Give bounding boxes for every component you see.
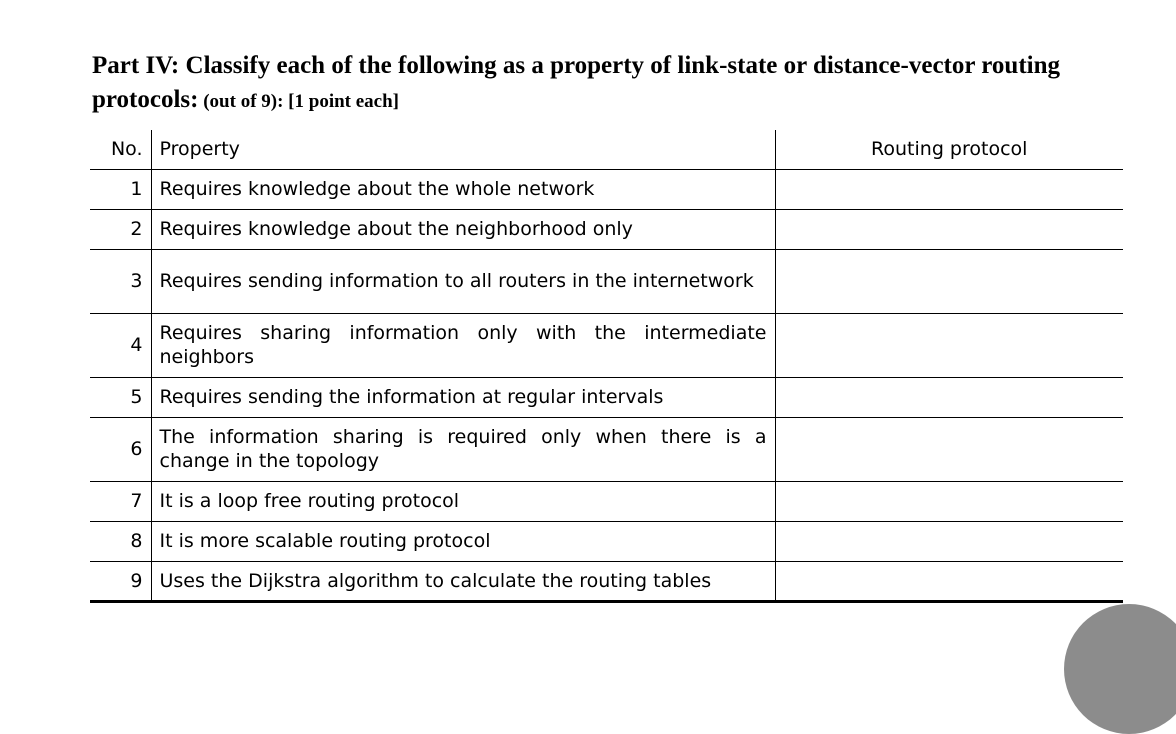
row-number: 1 [90, 169, 151, 209]
row-number: 9 [90, 561, 151, 601]
row-number: 8 [90, 521, 151, 561]
row-number: 6 [90, 417, 151, 481]
row-answer-cell[interactable] [775, 209, 1123, 249]
table-row [90, 521, 1123, 561]
row-property: Requires knowledge about the neighborhood only [151, 209, 775, 249]
row-number: 7 [90, 481, 151, 521]
table-row [90, 561, 1123, 601]
row-property: The information sharing is required only when there is a change in the topology [151, 417, 775, 481]
part-label: Part IV: [92, 52, 186, 79]
row-number: 2 [90, 209, 151, 249]
row-answer-cell[interactable] [775, 481, 1123, 521]
row-answer-cell[interactable] [775, 249, 1123, 313]
table-row [90, 169, 1123, 209]
header-property: Property [151, 130, 775, 169]
row-number: 5 [90, 377, 151, 417]
table-row [90, 377, 1123, 417]
row-answer-cell[interactable] [775, 521, 1123, 561]
row-number: 3 [90, 249, 151, 313]
row-property: It is a loop free routing protocol [151, 481, 775, 521]
row-answer-cell[interactable] [775, 417, 1123, 481]
table-row [90, 249, 1123, 313]
classification-table [90, 130, 1123, 603]
row-answer-cell[interactable] [775, 169, 1123, 209]
row-answer-cell[interactable] [775, 561, 1123, 601]
row-property: It is more scalable routing protocol [151, 521, 775, 561]
corner-circle-decoration [1064, 604, 1176, 734]
header-no: No. [90, 130, 151, 169]
row-property: Requires knowledge about the whole network [151, 169, 775, 209]
table-row [90, 313, 1123, 377]
table-header-row [90, 130, 1123, 169]
question-heading [92, 50, 1142, 118]
row-property: Requires sending the information at regular intervals [151, 377, 775, 417]
table-row [90, 209, 1123, 249]
row-number: 4 [90, 313, 151, 377]
table-row [90, 417, 1123, 481]
row-answer-cell[interactable] [775, 377, 1123, 417]
instruction-text: Classify each of the following as a property of link-state or distance-vector routing protocols: [92, 52, 1060, 113]
scoring-text: (out of 9): [1 point each] [198, 91, 400, 112]
table-row [90, 481, 1123, 521]
row-property: Requires sharing information only with the intermediate neighbors [151, 313, 775, 377]
row-answer-cell[interactable] [775, 313, 1123, 377]
row-property: Uses the Dijkstra algorithm to calculate the routing tables [151, 561, 775, 601]
row-property: Requires sending information to all routers in the internetwork [151, 249, 775, 313]
header-routing-protocol: Routing protocol [775, 130, 1123, 169]
